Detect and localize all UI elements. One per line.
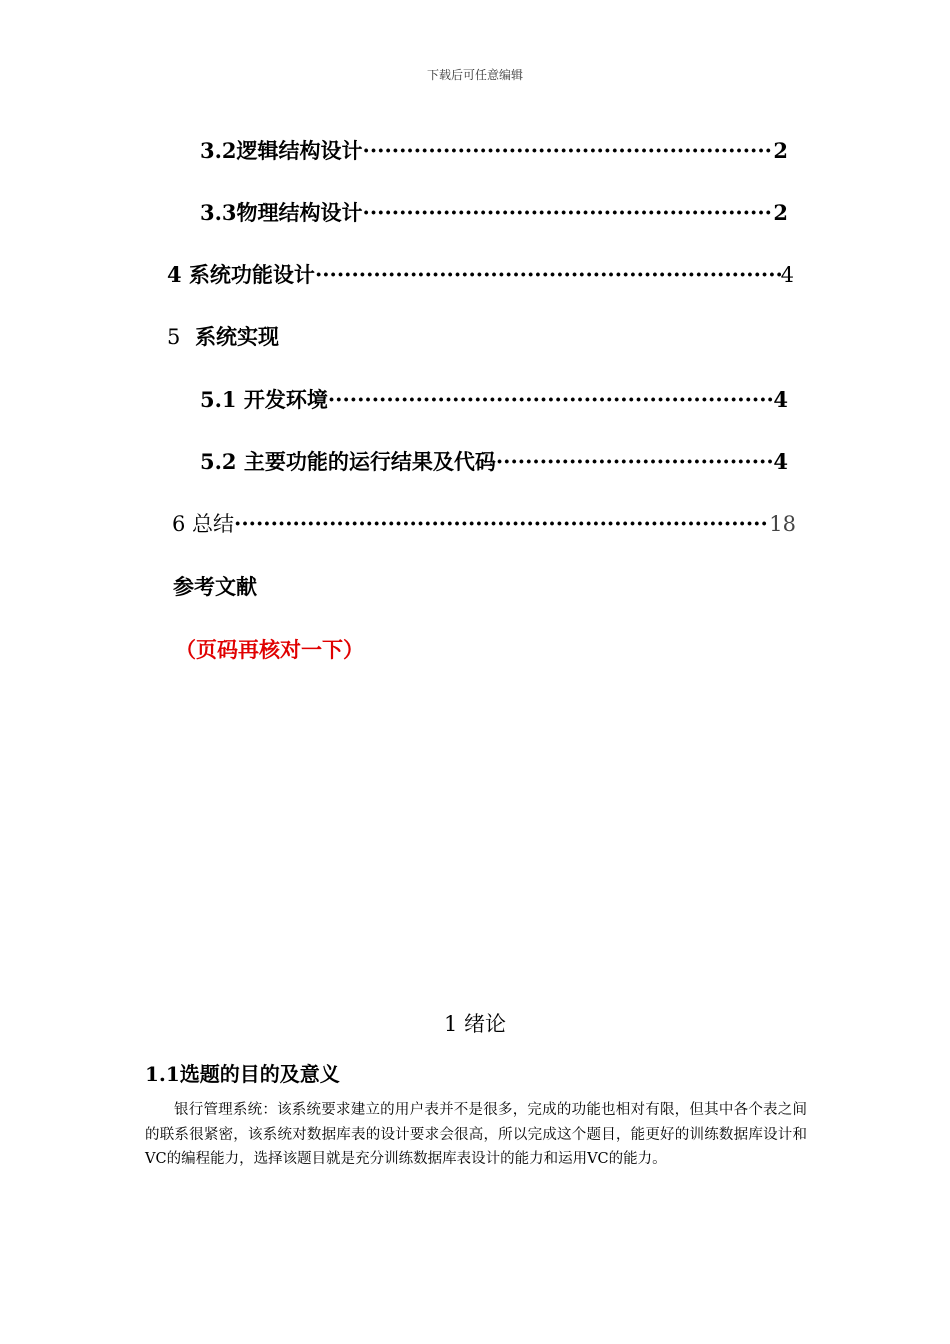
toc-item-number: 5 xyxy=(167,325,181,349)
toc-item-3-2[interactable] xyxy=(200,136,788,166)
toc-page-number: 2 xyxy=(773,138,788,163)
red-annotation-note: （页码再核对一下） xyxy=(175,637,364,662)
toc-dot-leader xyxy=(328,385,774,415)
toc-item-title: 5.2 主要功能的运行结果及代码 xyxy=(200,449,496,474)
toc-item-title: 3.2逻辑结构设计 xyxy=(200,138,363,163)
page-header-note: 下载后可任意编辑 xyxy=(426,68,523,82)
toc-dot-leader xyxy=(315,260,781,290)
toc-item-title: 3.3物理结构设计 xyxy=(200,200,363,225)
toc-item-references[interactable]: 参考文献 xyxy=(173,574,257,599)
toc-item-title: 6 总结 xyxy=(172,512,235,536)
toc-page-number: 18 xyxy=(769,512,796,536)
toc-dot-leader xyxy=(363,136,774,166)
toc-item-title: 5.1 开发环境 xyxy=(200,387,328,412)
toc-item-title: 4 系统功能设计 xyxy=(167,262,315,287)
toc-page-number: 4 xyxy=(773,449,788,474)
toc-dot-leader xyxy=(363,198,774,228)
toc-page-number: 2 xyxy=(773,200,788,225)
toc-item-5-1[interactable] xyxy=(200,385,788,415)
body-paragraph: 银行管理系统：该系统要求建立的用户表并不是很多，完成的功能也相对有限，但其中各个表之间的联系很紧密，该系统对数据库表的设计要求会很高，所以完成这个题目，能更好的训练数据库设计和VC的编程能力，选择该题目就是充分训练数据库表设计的能力和运用VC的能力。 xyxy=(145,1102,807,1167)
toc-item-5[interactable] xyxy=(167,322,279,352)
toc-item-6[interactable] xyxy=(172,509,796,539)
section-title: 1.1选题的目的及意义 xyxy=(145,1062,340,1086)
toc-item-title: 系统实现 xyxy=(195,324,280,349)
toc-item-4[interactable] xyxy=(167,260,794,290)
toc-dot-leader xyxy=(496,447,774,477)
toc-item-3-3[interactable] xyxy=(200,198,788,228)
chapter-title: 1 绪论 xyxy=(443,1012,507,1036)
toc-page-number: 4 xyxy=(773,387,788,412)
toc-item-5-2[interactable] xyxy=(200,447,788,477)
toc-page-number: 4 xyxy=(780,263,794,287)
toc-dot-leader xyxy=(234,509,769,539)
